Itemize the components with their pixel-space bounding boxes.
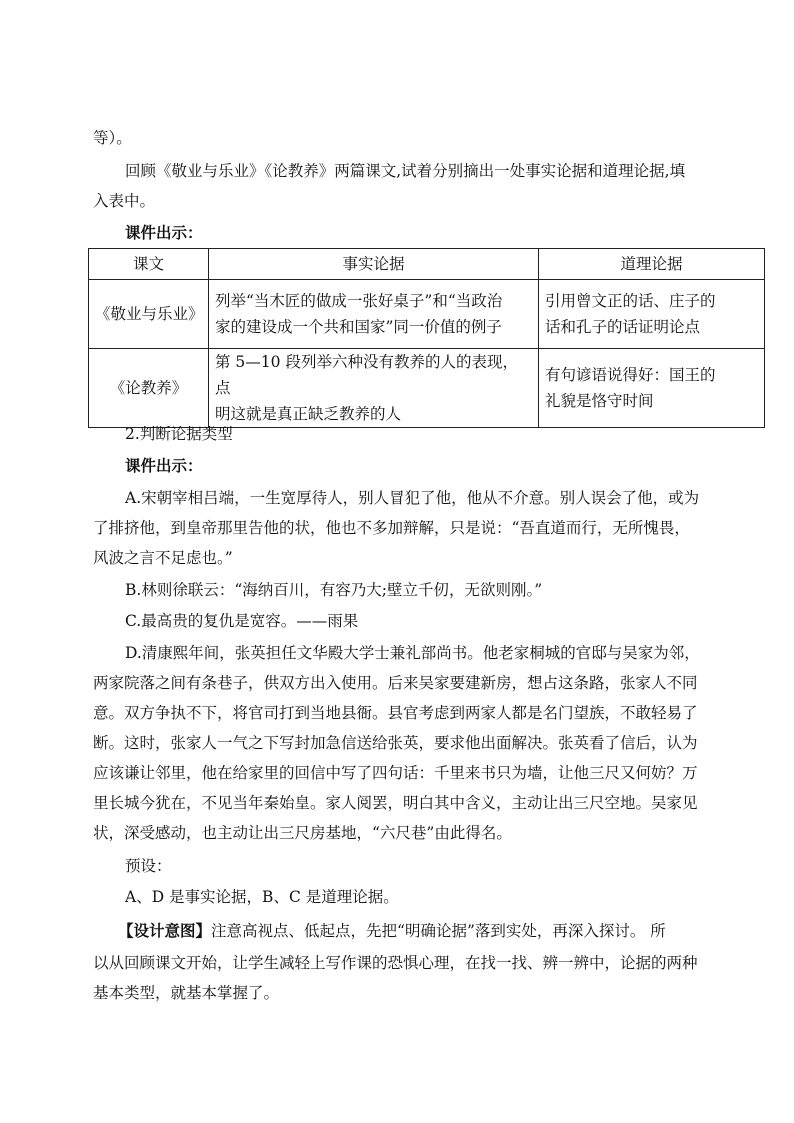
row-reason — [539, 280, 765, 349]
header-text: 课文 — [89, 249, 209, 280]
preset-label: 预设： — [125, 857, 172, 875]
option-d-line-6: 里长城今犹在，不见当年秦始皇。家人阅罢，明白其中含义，主动让出三尺空地。吴家见 — [93, 794, 698, 812]
intro-paragraph-line-1: 回顾《敬业与乐业》《论教养》两篇课文,试着分别摘出一处事实论据和道理论据,填 — [125, 162, 686, 180]
row-title: 《论教养》 — [89, 349, 209, 428]
option-a-line-2: 了排挤他，到皇帝那里告他的状，他也不多加辩解，只是说：“吾直道而行，无所愧畏， — [93, 519, 690, 537]
intro-paragraph-line-2: 入表中。 — [93, 192, 156, 210]
row-fact — [209, 349, 539, 428]
preset-answer: A、D 是事实论据，B、C 是道理论据。 — [125, 888, 399, 906]
courseware-label-1: 课件出示： — [125, 223, 203, 242]
design-intent-line-2: 以从回顾课文开始，让学生减轻上写作课的恐惧心理，在找一找、辨一辨中，论据的两种 — [93, 954, 698, 972]
table-header-row — [89, 249, 765, 280]
section-2-heading: 2.判断论据类型 — [125, 425, 233, 443]
reason-line: 有句谚语说得好：国王的 — [545, 366, 716, 384]
header-fact: 事实论据 — [209, 249, 539, 280]
fact-line: 列举“当木匠的做成一张好桌子”和“当政治 — [215, 292, 503, 310]
option-d-line-3: 意。双方争执不下，将官司打到当地县衙。县官考虑到两家人都是名门望族，不敢轻易了 — [93, 704, 698, 722]
option-c: C.最高贵的复仇是宽容。——雨果 — [125, 612, 359, 630]
row-title: 《敬业与乐业》 — [89, 280, 209, 349]
option-a-line-3: 风波之言不足虑也。” — [93, 549, 233, 567]
design-intent-line-3: 基本类型，就基本掌握了。 — [93, 984, 280, 1002]
reason-line: 引用曾文正的话、庄子的 — [545, 292, 716, 310]
design-intent-text: 注意高视点、低起点，先把“明确论据”落到实处，再深入探讨。 所 — [211, 922, 666, 940]
table-row — [89, 349, 765, 428]
option-d-line-7: 状，深受感动，也主动让出三尺房基地，“六尺巷”由此得名。 — [93, 824, 512, 842]
row-reason — [539, 349, 765, 428]
fact-line: 第 5—10 段列举六种没有教养的人的表现，点 — [215, 353, 518, 397]
fact-line: 明这就是真正缺乏教养的人 — [215, 405, 402, 423]
fact-line: 家的建设成一个共和国家”同一价值的例子 — [215, 318, 502, 336]
option-a-line-1: A.宋朝宰相吕端，一生宽厚待人，别人冒犯了他，他从不介意。别人误会了他，或为 — [125, 489, 700, 507]
courseware-label-2: 课件出示： — [125, 456, 203, 475]
reason-line: 礼貌是恪守时间 — [545, 392, 654, 410]
option-b: B.林则徐联云：“海纳百川，有容乃大;壁立千仞，无欲则刚。” — [125, 581, 543, 599]
arguments-table — [88, 248, 765, 428]
reason-line: 话和孔子的话证明论点 — [545, 318, 701, 336]
design-intent-line-1 — [118, 921, 718, 941]
row-fact — [209, 280, 539, 349]
table-row — [89, 280, 765, 349]
option-d-line-1: D.清康熙年间，张英担任文华殿大学士兼礼部尚书。他老家桐城的官邸与吴家为邻， — [125, 644, 700, 662]
option-d-line-5: 应该谦让邻里，他在给家里的回信中写了四句话：千里来书只为墙，让他三尺又何妨？万 — [93, 764, 698, 782]
design-intent-label: 【设计意图】 — [118, 921, 212, 940]
header-reason: 道理论据 — [539, 249, 765, 280]
option-d-line-4: 断。这时，张家人一气之下写封加急信送给张英，要求他出面解决。张英看了信后，认为 — [93, 734, 698, 752]
option-d-line-2: 两家院落之间有条巷子，供双方出入使用。后来吴家要建新房，想占这条路，张家人不同 — [93, 674, 698, 692]
intro-line-0: 等）。 — [93, 129, 132, 147]
